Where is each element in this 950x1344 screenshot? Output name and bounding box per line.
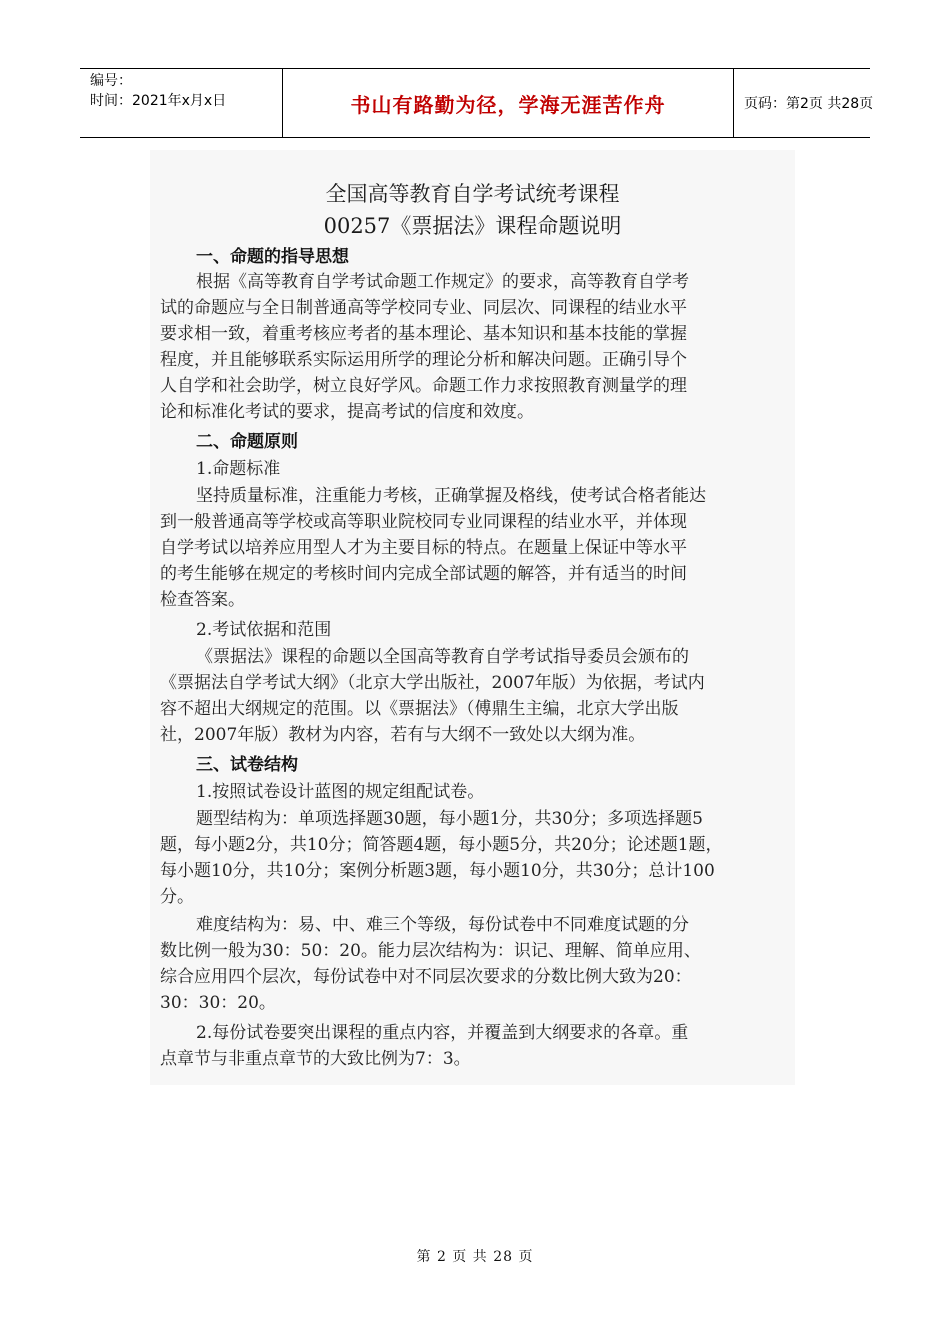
header-time-label: 时间：2021年x月x日 [90, 93, 227, 109]
body-line: 数比例一般为30：50：20。能力层次结构为：识记、理解、简单应用、 [160, 941, 701, 961]
header-motto-cell [282, 69, 734, 137]
body-line: 题，每小题2分，共10分；简答题4题，每小题5分，共20分；论述题1题， [160, 835, 723, 855]
document-title-line2: 00257《票据法》课程命题说明 [323, 214, 622, 238]
body-line: 容不超出大纲规定的范围。以《票据法》（傅鼎生主编，北京大学出版 [160, 699, 679, 719]
body-line: 2.每份试卷要突出课程的重点内容，并覆盖到大纲要求的各章。重 [196, 1023, 689, 1043]
header-number-label: 编号： [90, 73, 132, 89]
page-footer: 第 2 页 共 28 页 [416, 1249, 534, 1265]
subsection-heading: 1.命题标准 [196, 459, 281, 479]
body-line: 《票据法》课程的命题以全国高等教育自学考试指导委员会颁布的 [196, 647, 689, 667]
header-page-cell [734, 69, 874, 137]
body-line: 社，2007年版）教材为内容，若有与大纲不一致处以大纲为准。 [160, 725, 646, 745]
body-line: 分。 [160, 887, 194, 907]
body-line: 每小题10分，共10分；案例分析题3题，每小题10分，共30分；总计100 [160, 861, 715, 881]
body-line: 到一般普通高等学校或高等职业院校同专业同课程的结业水平，并体现 [160, 512, 687, 532]
section-heading: 一、命题的指导思想 [196, 247, 349, 267]
header-page-code: 页码：第2页 共28页 [744, 96, 874, 112]
body-line: 要求相一致，着重考核应考者的基本理论、基本知识和基本技能的掌握 [160, 324, 687, 344]
header-meta [80, 69, 282, 137]
body-line: 论和标准化考试的要求，提高考试的信度和效度。 [160, 402, 534, 422]
body-line: 综合应用四个层次，每份试卷中对不同层次要求的分数比例大致为20： [160, 967, 692, 987]
body-line: 人自学和社会助学，树立良好学风。命题工作力求按照教育测量学的理 [160, 376, 687, 396]
body-line: 检查答案。 [160, 590, 245, 610]
body-line: 自学考试以培养应用型人才为主要目标的特点。在题量上保证中等水平 [160, 538, 687, 558]
body-line: 《票据法自学考试大纲》（北京大学出版社，2007年版）为依据，考试内 [160, 673, 705, 693]
section-heading: 二、命题原则 [196, 432, 298, 452]
body-line: 1.按照试卷设计蓝图的规定组配试卷。 [196, 782, 485, 802]
body-line: 点章节与非重点章节的大致比例为7：3。 [160, 1049, 471, 1069]
body-line: 难度结构为：易、中、难三个等级，每份试卷中不同难度试题的分 [196, 915, 689, 935]
section-heading: 三、试卷结构 [196, 755, 298, 775]
subsection-heading: 2.考试依据和范围 [196, 620, 332, 640]
body-line: 题型结构为：单项选择题30题，每小题1分，共30分；多项选择题5 [196, 809, 703, 829]
body-line: 根据《高等教育自学考试命题工作规定》的要求，高等教育自学考 [196, 272, 689, 292]
body-line: 程度，并且能够联系实际运用所学的理论分析和解决问题。正确引导个 [160, 350, 687, 370]
body-line: 坚持质量标准，注重能力考核，正确掌握及格线，使考试合格者能达 [196, 486, 706, 506]
body-line: 30：30：20。 [160, 993, 276, 1013]
scanned-document [150, 150, 795, 1085]
body-line: 的考生能够在规定的考核时间内完成全部试题的解答，并有适当的时间 [160, 564, 687, 584]
page-header [80, 68, 874, 138]
header-motto: 书山有路勤为径，学海无涯苦作舟 [350, 92, 666, 117]
document-title-line1: 全国高等教育自学考试统考课程 [325, 182, 620, 206]
body-line: 试的命题应与全日制普通高等学校同专业、同层次、同课程的结业水平 [160, 298, 687, 318]
